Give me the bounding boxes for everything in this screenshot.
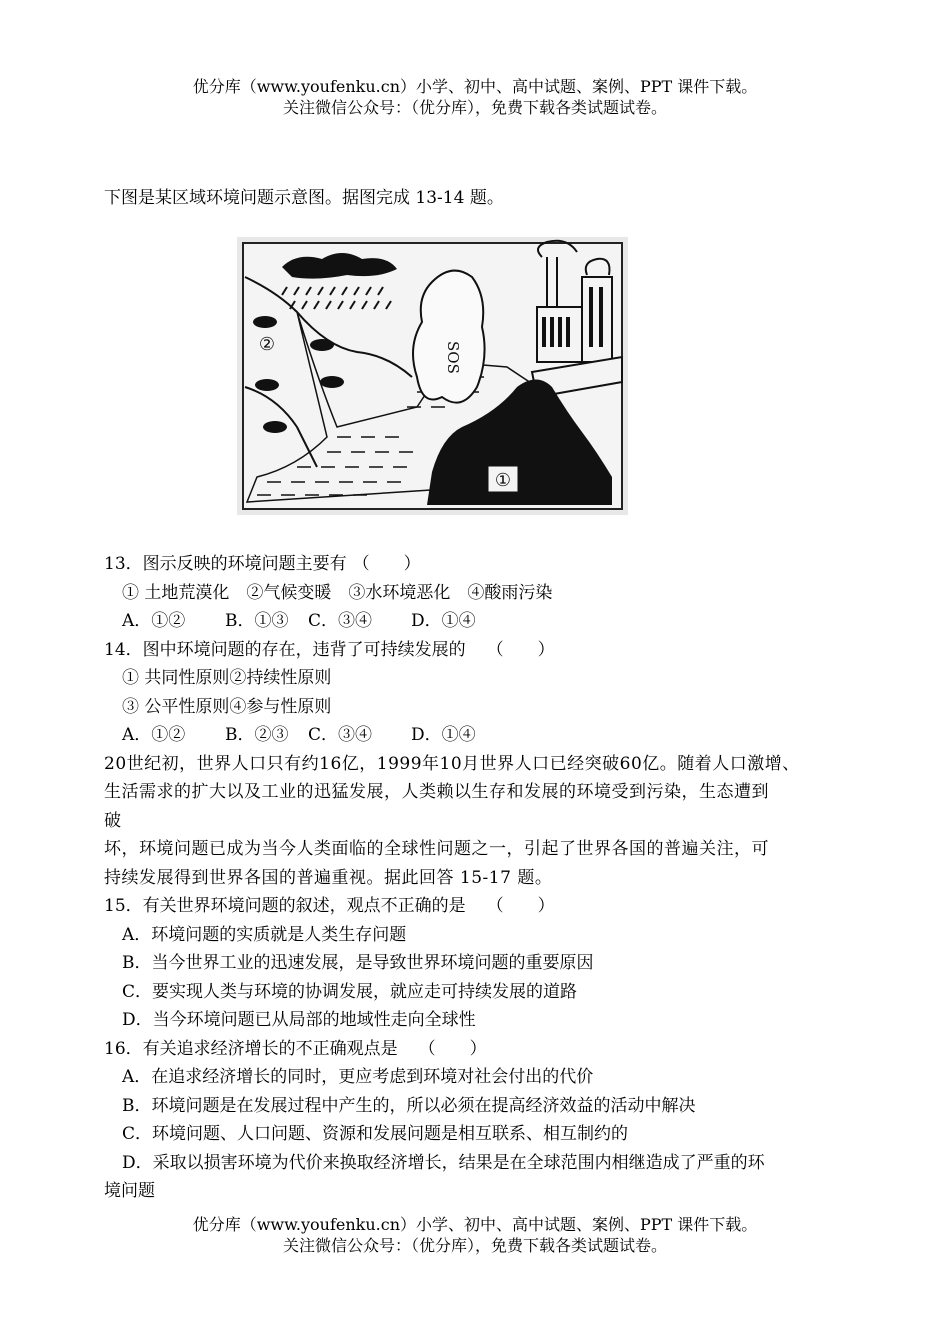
passage-line-4: 坏，环境问题已成为当今人类面临的全球性问题之一，引起了世界各国的普遍关注，可 bbox=[104, 839, 769, 859]
q15-stem: 15．有关世界环境问题的叙述，观点不正确的是 （ ） bbox=[104, 892, 864, 921]
marker-2: ② bbox=[258, 334, 276, 355]
q14-option-c: C．③④ bbox=[308, 725, 373, 745]
passage-line-1: 20世纪初，世界人口只有约16亿，1999年10月世界人口已经突破60亿。随着人口激增、 bbox=[104, 753, 800, 774]
q16-option-c: C．环境问题、人口问题、资源和发展问题是相互联系、相互制约的 bbox=[122, 1124, 629, 1144]
passage bbox=[104, 750, 874, 893]
q13-options bbox=[104, 607, 864, 636]
intro-text: 下图是某区域环境问题示意图。据图完成 13-14 题。 bbox=[104, 188, 504, 208]
q16-option-d-line-2: 境问题 bbox=[104, 1181, 155, 1201]
q14-items-2: ③ 公平性原则④参与性原则 bbox=[122, 696, 332, 717]
q16-blank: （ ） bbox=[418, 1038, 487, 1059]
questions-section bbox=[104, 550, 864, 1206]
q15-option-c: C．要实现人类与环境的协调发展，就应走可持续发展的道路 bbox=[122, 981, 578, 1002]
q14-option-d: D．①④ bbox=[411, 725, 476, 745]
q14-option-a: A．①② bbox=[122, 725, 186, 745]
banner-line-2: 关注微信公众号：（优分库），免费下载各类试题试卷。 bbox=[282, 98, 667, 117]
q14-option-b: B．②③ bbox=[225, 725, 289, 745]
q16-option-b: B．环境问题是在发展过程中产生的，所以必须在提高经济效益的活动中解决 bbox=[122, 1095, 696, 1116]
q14-stem: 14．图中环境问题的存在，违背了可持续发展的 （ ） bbox=[104, 636, 864, 665]
q13-option-a: A．①② bbox=[122, 611, 186, 631]
passage-line-5: 持续发展得到世界各国的普遍重视。据此回答 15-17 题。 bbox=[104, 867, 553, 888]
q13-items: ① 土地荒漠化 ②气候变暖 ③水环境恶化 ④酸雨污染 bbox=[122, 582, 553, 603]
q15-option-a: A．环境问题的实质就是人类生存问题 bbox=[122, 924, 407, 945]
q13-option-c: C．③④ bbox=[308, 611, 373, 631]
passage-line-3: 破 bbox=[104, 810, 122, 831]
q13-blank: （ ） bbox=[352, 554, 421, 574]
environment-diagram bbox=[237, 237, 628, 515]
q16-option-a: A．在追求经济增长的同时，更应考虑到环境对社会付出的代价 bbox=[122, 1067, 594, 1087]
q14-items-1: ① 共同性原则②持续性原则 bbox=[122, 668, 332, 688]
marker-1: ① bbox=[494, 470, 512, 491]
q16-stem: 16．有关追求经济增长的不正确观点是 （ ） bbox=[104, 1035, 864, 1064]
q13-option-b: B．①③ bbox=[225, 611, 289, 631]
q14-options bbox=[104, 721, 864, 750]
header-banner bbox=[0, 76, 950, 118]
q13-stem: 13．图示反映的环境问题主要有 （ ） bbox=[104, 550, 864, 579]
q16-option-d-line-1: D．采取以损害环境为代价来换取经济增长，结果是在全球范围内相继造成了严重的环 bbox=[122, 1152, 765, 1173]
passage-line-2: 生活需求的扩大以及工业的迅猛发展，人类赖以生存和发展的环境受到污染，生态遭到 bbox=[104, 782, 769, 802]
q15-option-d: D．当今环境问题已从局部的地域性走向全球性 bbox=[122, 1010, 476, 1030]
q14-blank: （ ） bbox=[486, 639, 555, 660]
footer-line-2: 关注微信公众号：（优分库），免费下载各类试题试卷。 bbox=[282, 1236, 667, 1255]
footer-banner bbox=[0, 1214, 950, 1256]
sos-label: SOS bbox=[444, 341, 462, 374]
q13-option-d: D．①④ bbox=[411, 611, 476, 631]
banner-line-1: 优分库（www.youfenku.cn）小学、初中、高中试题、案例、PPT 课件下载。 bbox=[192, 77, 758, 96]
q15-option-b: B．当今世界工业的迅速发展，是导致世界环境问题的重要原因 bbox=[122, 953, 594, 973]
footer-line-1: 优分库（www.youfenku.cn）小学、初中、高中试题、案例、PPT 课件下载。 bbox=[192, 1215, 758, 1234]
document-body bbox=[104, 184, 864, 213]
q15-blank: （ ） bbox=[486, 896, 555, 916]
